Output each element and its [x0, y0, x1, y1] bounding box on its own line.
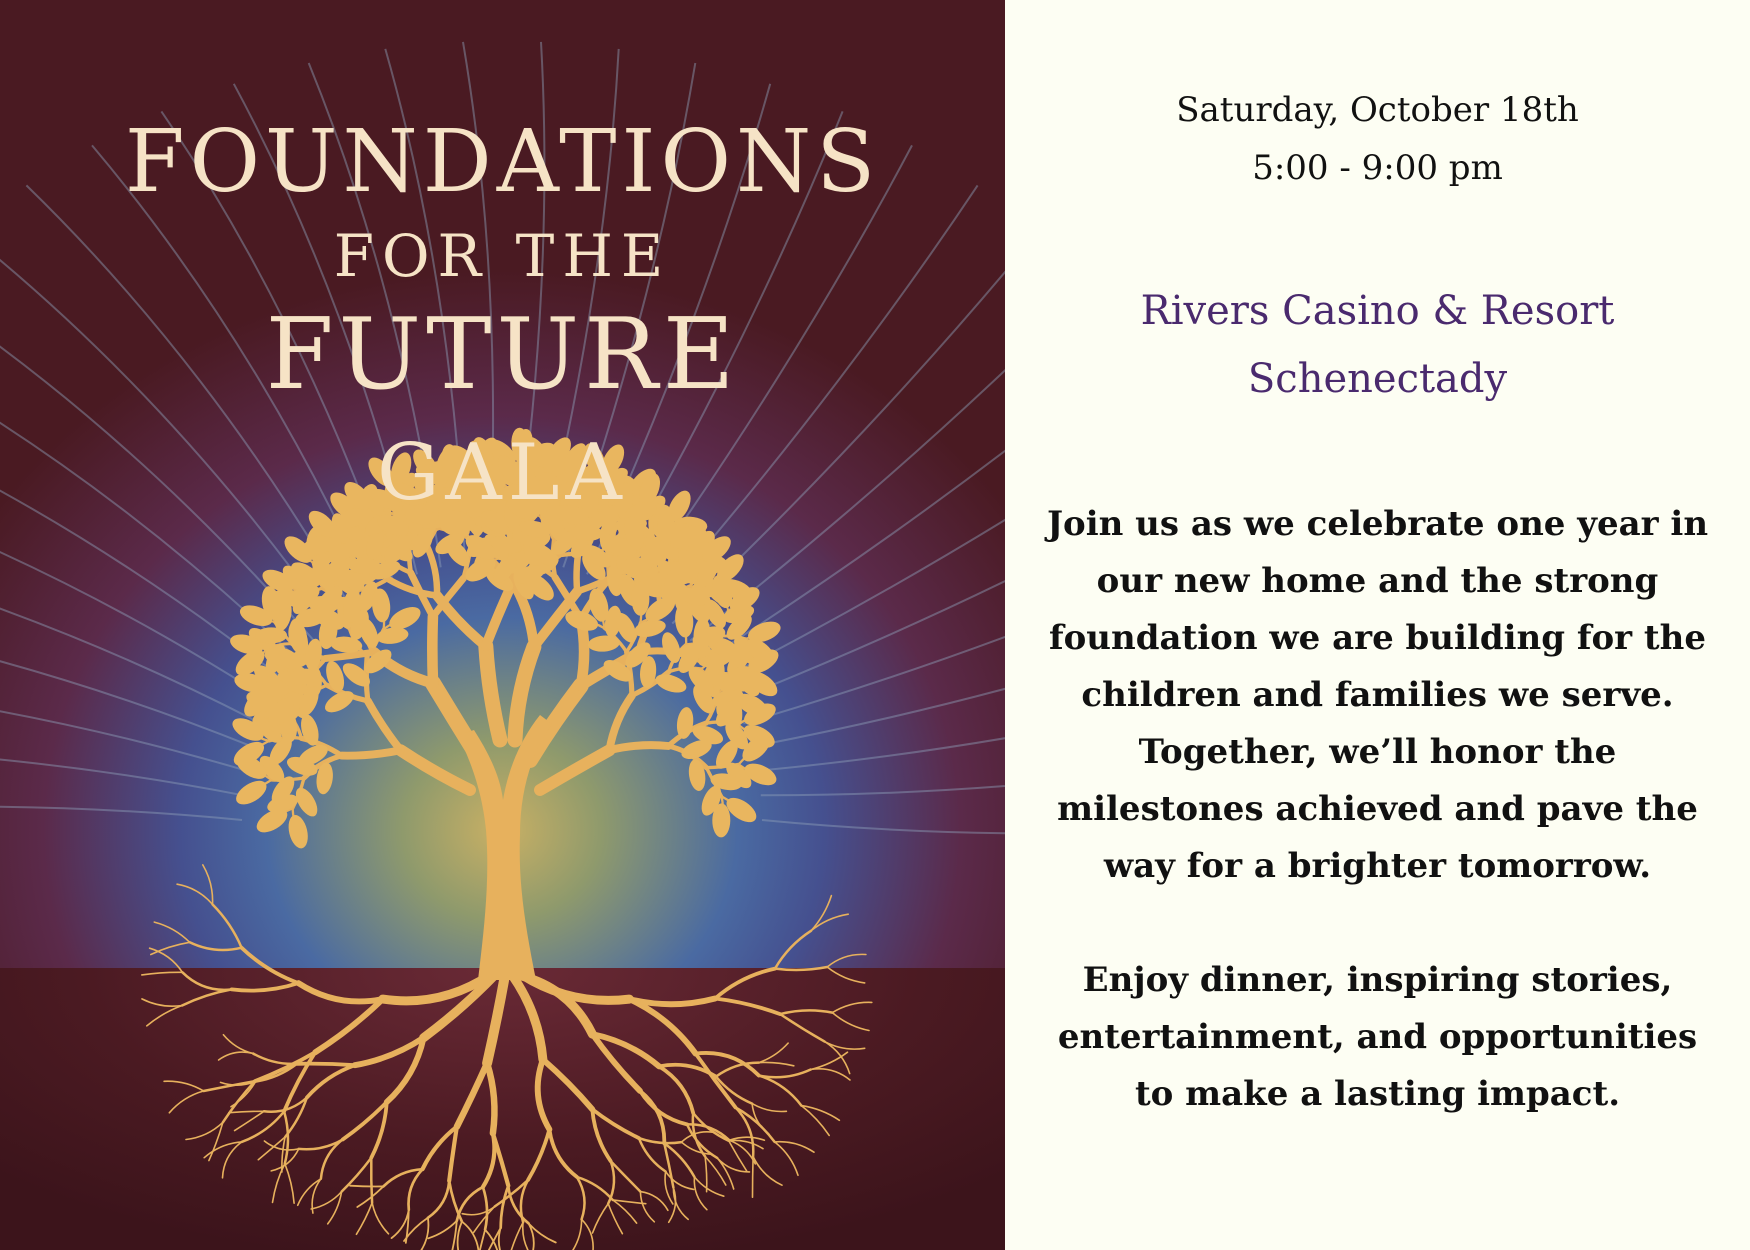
poster-title-future: FUTURE [265, 298, 740, 412]
description-line: milestones achieved and pave the [1057, 789, 1698, 829]
description-line: Together, we’ll honor the [1138, 732, 1617, 772]
description-line: children and families we serve. [1081, 675, 1674, 715]
event-date: Saturday, October 18th [1176, 90, 1579, 130]
description-line: foundation we are building for the [1048, 618, 1706, 658]
activities-line: entertainment, and opportunities [1057, 1017, 1698, 1057]
poster-title-foundations: FOUNDATIONS [124, 112, 881, 212]
description-line: our new home and the strong [1096, 561, 1659, 601]
venue-name: Rivers Casino & Resort [1140, 288, 1615, 334]
poster-title-gala: GALA [377, 428, 628, 518]
activities-paragraph [1005, 952, 1750, 1123]
venue-city: Schenectady [1247, 356, 1508, 402]
event-details [1005, 0, 1750, 1250]
poster-title-for-the: FOR THE [333, 222, 672, 290]
description-line: Join us as we celebrate one year in [1046, 504, 1709, 544]
activities-line: to make a lasting impact. [1134, 1074, 1621, 1114]
description-line: way for a brighter tomorrow. [1103, 846, 1652, 886]
description-paragraph [1005, 496, 1750, 895]
event-time: 5:00 - 9:00 pm [1252, 148, 1503, 188]
activities-line: Enjoy dinner, inspiring stories, [1082, 960, 1673, 1000]
